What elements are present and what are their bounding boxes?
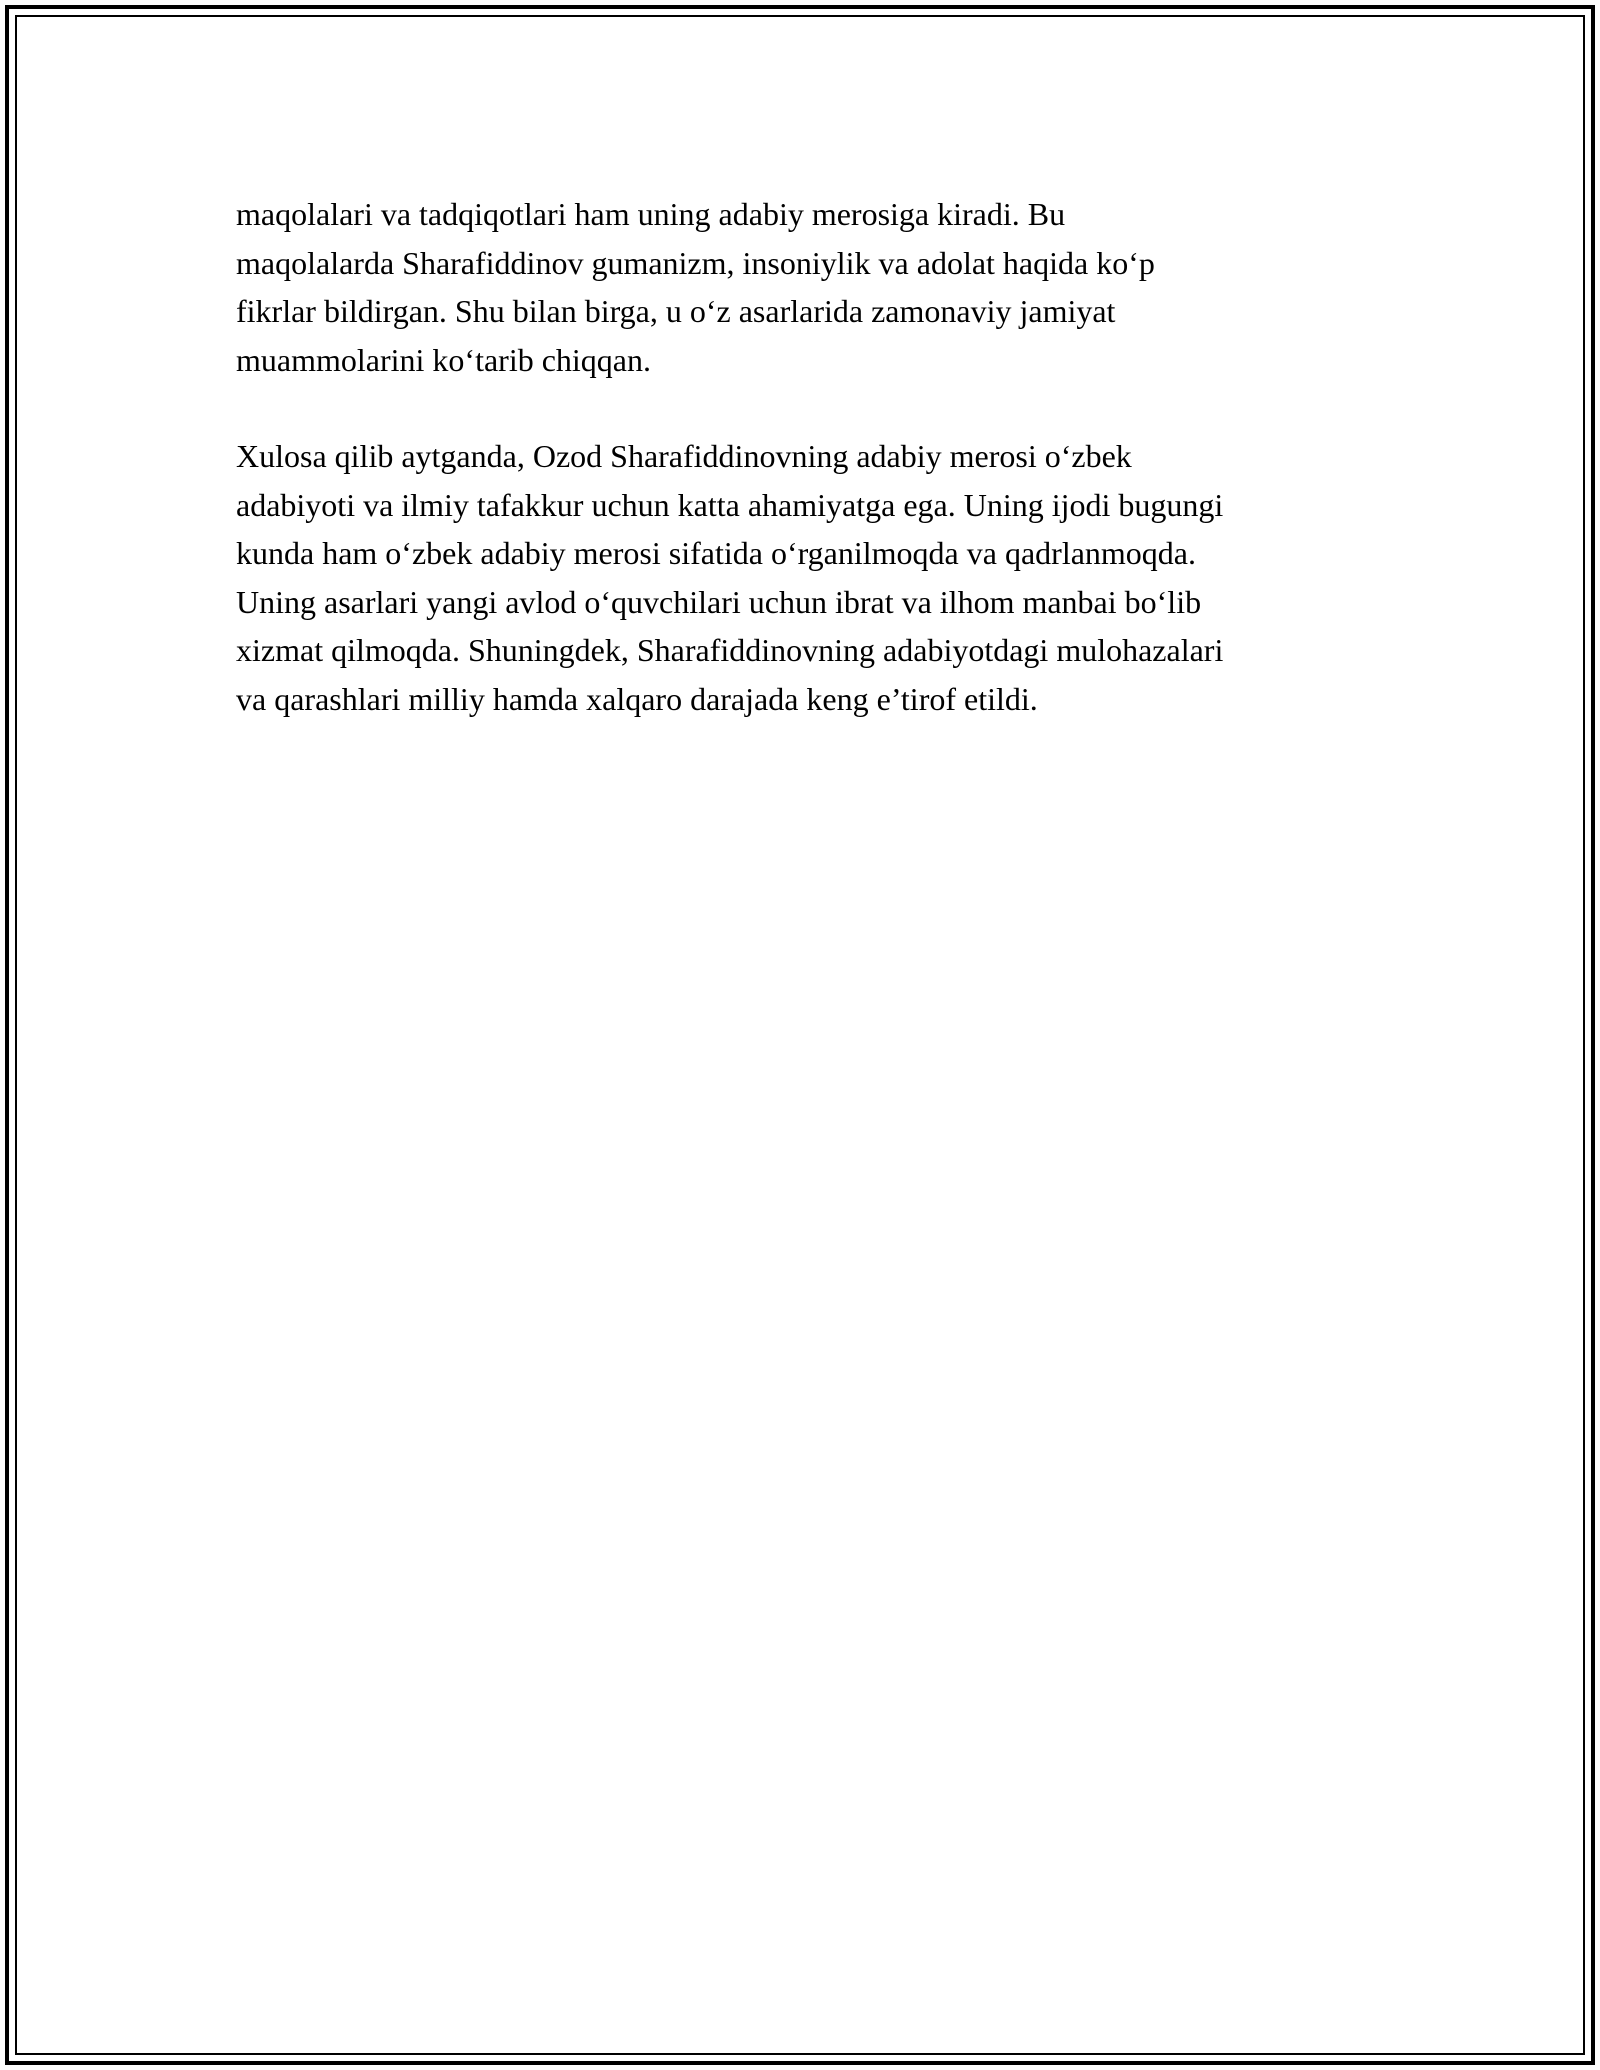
paragraph-line: maqolalari va tadqiqotlari ham uning adabiy merosiga kiradi. Bu <box>236 196 1066 232</box>
paragraph-line: va qarashlari milliy hamda xalqaro darajada keng e’tirof etildi. <box>236 680 1038 717</box>
paragraph-2 <box>236 432 1396 723</box>
paragraph-line: Xulosa qilib aytganda, Ozod Sharafiddinovning adabiy merosi o‘zbek <box>236 438 1132 474</box>
document-body <box>236 190 1396 723</box>
paragraph-line: muammolarini ko‘tarib chiqqan. <box>236 341 651 378</box>
paragraph-line: xizmat qilmoqda. Shuningdek, Sharafiddinovning adabiyotdagi mulohazalari <box>236 632 1224 668</box>
paragraph-line: kunda ham o‘zbek adabiy merosi sifatida o‘rganilmoqda va qadrlanmoqda. <box>236 535 1196 571</box>
paragraph-line: Uning asarlari yangi avlod o‘quvchilari uchun ibrat va ilhom manbai bo‘lib <box>236 583 1202 620</box>
paragraph-1 <box>236 190 1396 384</box>
paragraph-line: adabiyoti va ilmiy tafakkur uchun katta ahamiyatga ega. Uning ijodi bugungi <box>236 486 1224 523</box>
paragraph-line: maqolalarda Sharafiddinov gumanizm, insoniylik va adolat haqida ko‘p <box>236 244 1155 281</box>
paragraph-line: fikrlar bildirgan. Shu bilan birga, u o‘z asarlarida zamonaviy jamiyat <box>236 293 1116 329</box>
